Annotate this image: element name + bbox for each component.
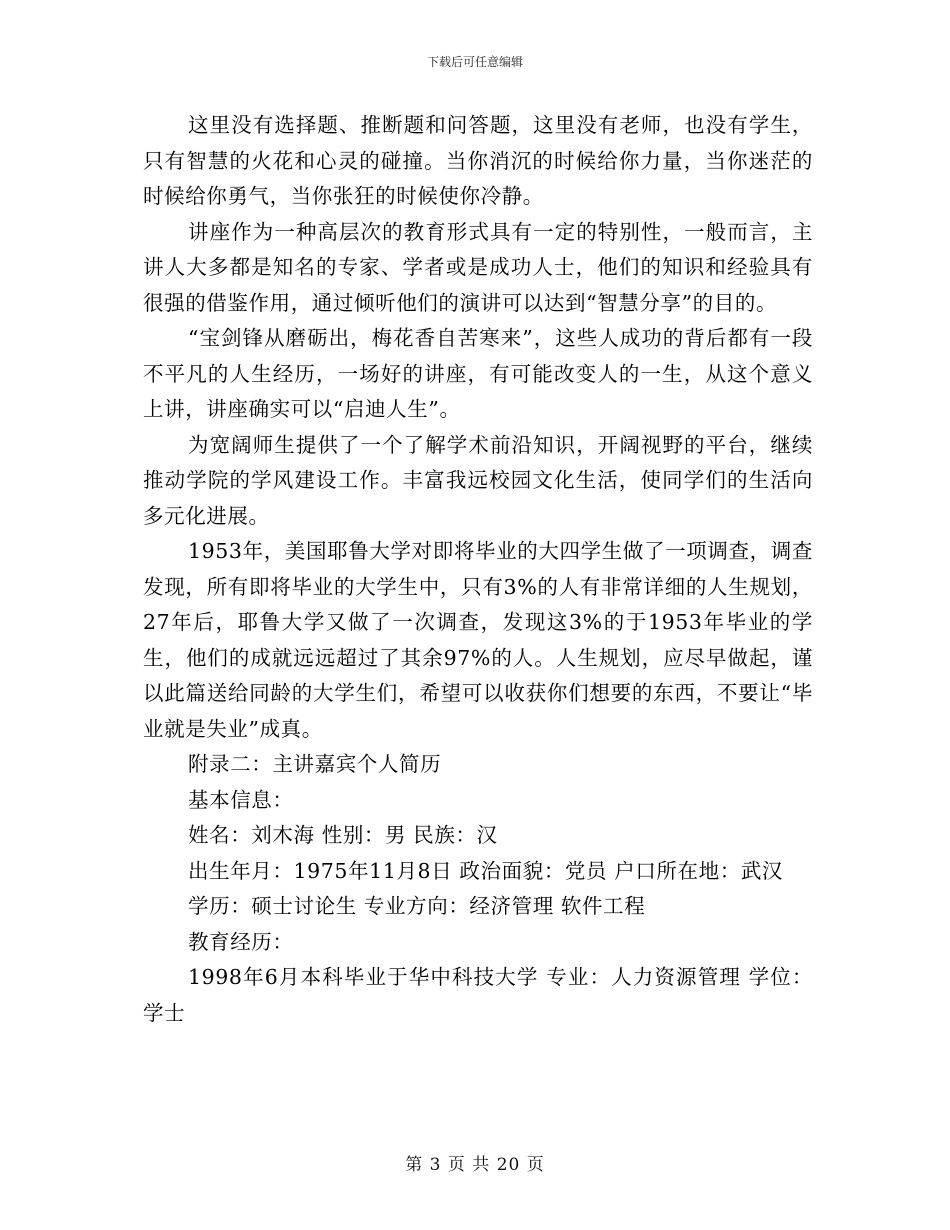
- info-line-birth: 出生年月：1975年11月8日 政治面貌：党员 户口所在地：武汉: [188, 858, 784, 883]
- document-body: [143, 108, 813, 1031]
- section-label-education: 教育经历：: [188, 929, 294, 954]
- education-entry: 1998年6月本科毕业于华中科技大学 专业：人力资源管理 学位：学士: [143, 965, 813, 1025]
- appendix-heading: 附录二：主讲嘉宾个人简历: [188, 752, 442, 776]
- info-line-name: 姓名：刘木海 性别：男 民族：汉: [188, 823, 498, 847]
- page-header: 下载后可任意编辑: [426, 55, 523, 69]
- paragraph: “宝剑锋从磨砺出，梅花香自苦寒来”，这些人成功的背后都有一段不平凡的人生经历，一场好的讲座，有可能改变人的一生，从这个意义上讲，讲座确实可以“启迪人生”。: [143, 326, 813, 421]
- section-label-basic-info: 基本信息：: [188, 787, 294, 812]
- page-number: 第 3 页 共 20 页: [405, 1155, 545, 1175]
- paragraph: 讲座作为一种高层次的教育形式具有一定的特别性，一般而言，主讲人大多都是知名的专家、学者或是成功人士，他们的知识和经验具有很强的借鉴作用，通过倾听他们的演讲可以达到“智慧分享”的目的。: [143, 219, 813, 315]
- paragraph: 这里没有选择题、推断题和问答题，这里没有老师，也没有学生，只有智慧的火花和心灵的碰撞。当你消沉的时候给你力量，当你迷茫的时候给你勇气，当你张狂的时候使你冷静。: [143, 113, 813, 208]
- info-line-education-degree: 学历：硕士讨论生 专业方向：经济管理 软件工程: [188, 894, 646, 918]
- paragraph: 为宽阔师生提供了一个了解学术前沿知识，开阔视野的平台，继续推动学院的学风建设工作。丰富我远校园文化生活，使同学们的生活向多元化进展。: [143, 432, 813, 528]
- paragraph: 1953年，美国耶鲁大学对即将毕业的大四学生做了一项调查，调查发现，所有即将毕业的大学生中，只有3%的人有非常详细的人生规划，27年后，耶鲁大学又做了一次调查，发现这3%的于1953年毕业的学生，他们的成就远远超过了其余97%的人。人生规划，应尽早做起，谨以此篇送给同龄的大学生们，希望可以收获你们想要的东西，不要让“毕业就是失业”成真。: [143, 539, 813, 741]
